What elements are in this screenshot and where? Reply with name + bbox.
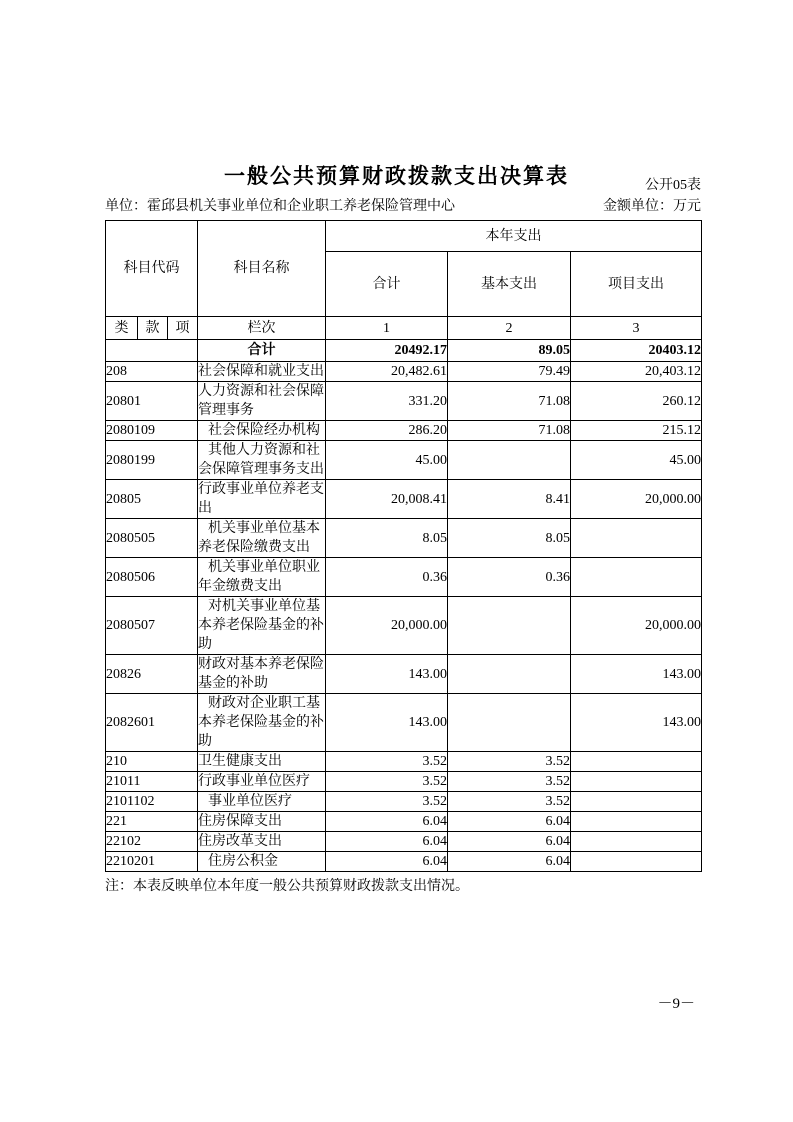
project-cell	[571, 852, 702, 872]
header-total: 合计	[326, 252, 448, 317]
basic-value: 8.41	[545, 491, 570, 507]
subject-code-value: 2101102	[106, 794, 155, 809]
name-cell	[198, 382, 326, 421]
total-value: 45.00	[415, 452, 447, 468]
total-cell	[326, 362, 448, 382]
code-cell	[106, 852, 198, 872]
table-row	[106, 441, 702, 480]
amount-unit-label: 金额单位：万元	[603, 199, 701, 214]
basic-cell	[448, 852, 571, 872]
subject-code-value: 20805	[106, 491, 141, 507]
basic-value: 8.05	[545, 530, 570, 546]
header-basic-expenditure: 基本支出	[448, 252, 571, 317]
total-value: 286.20	[408, 423, 447, 438]
subject-name-value: 财政对企业职工基本养老保险基金的补助	[198, 696, 324, 749]
project-value: 20,403.12	[645, 364, 701, 379]
total-value: 143.00	[408, 666, 447, 682]
basic-value: 71.08	[538, 393, 570, 409]
subject-name-value: 住房保障支出	[198, 814, 282, 829]
table-row	[106, 480, 702, 519]
table-row	[106, 558, 702, 597]
table-note: 注：本表反映单位本年度一般公共预算财政拨款支出情况。	[105, 879, 469, 894]
project-cell	[571, 362, 702, 382]
subject-name-value: 住房公积金	[208, 854, 278, 869]
code-cell	[106, 694, 198, 752]
table-body	[106, 362, 702, 872]
project-value: 20,000.00	[645, 618, 701, 633]
name-cell	[198, 832, 326, 852]
unit-label: 单位：霍邱县机关事业单位和企业职工养老保险管理中心	[105, 199, 455, 214]
table-row	[106, 362, 702, 382]
project-cell	[571, 772, 702, 792]
total-value: 20,482.61	[391, 364, 447, 379]
name-cell	[198, 597, 326, 655]
subject-code-value: 2082601	[106, 715, 155, 730]
subject-name-value: 机关事业单位职业年金缴费支出	[198, 560, 320, 594]
project-cell	[571, 694, 702, 752]
subject-name-value: 财政对基本养老保险基金的补助	[198, 657, 324, 691]
project-cell	[571, 421, 702, 441]
basic-cell	[448, 792, 571, 812]
header-current-year-expenditure: 本年支出	[326, 221, 702, 252]
grand-total-project: 20403.12	[571, 340, 702, 362]
name-cell	[198, 812, 326, 832]
subject-name-value: 社会保障和就业支出	[198, 364, 324, 379]
table-row	[106, 655, 702, 694]
total-value: 3.52	[422, 754, 447, 769]
code-cell	[106, 832, 198, 852]
project-cell	[571, 655, 702, 694]
table-row	[106, 694, 702, 752]
name-cell	[198, 772, 326, 792]
total-cell	[326, 655, 448, 694]
project-cell	[571, 558, 702, 597]
subject-name-value: 对机关事业单位基本养老保险基金的补助	[198, 599, 324, 652]
total-value: 3.52	[422, 774, 447, 789]
total-value: 20,000.00	[391, 618, 447, 633]
code-cell	[106, 441, 198, 480]
total-value: 6.04	[422, 854, 447, 869]
table-row	[106, 812, 702, 832]
expenditure-table	[105, 220, 702, 872]
total-cell	[326, 694, 448, 752]
project-value: 20,000.00	[645, 491, 701, 507]
subject-name-value: 其他人力资源和社会保障管理事务支出	[198, 443, 324, 477]
code-cell	[106, 519, 198, 558]
basic-cell	[448, 772, 571, 792]
code-cell	[106, 655, 198, 694]
project-cell	[571, 752, 702, 772]
name-cell	[198, 752, 326, 772]
basic-cell	[448, 597, 571, 655]
code-cell	[106, 752, 198, 772]
code-cell	[106, 362, 198, 382]
basic-value: 6.04	[545, 854, 570, 869]
grand-total-row	[106, 340, 702, 362]
open-table-code-label: 公开05表	[645, 178, 701, 193]
table-row	[106, 519, 702, 558]
basic-value: 6.04	[545, 834, 570, 849]
basic-cell	[448, 441, 571, 480]
subject-code-value: 20826	[106, 666, 141, 682]
header-project-expenditure: 项目支出	[571, 252, 702, 317]
basic-cell	[448, 362, 571, 382]
total-value: 20,008.41	[391, 491, 447, 507]
basic-cell	[448, 752, 571, 772]
total-value: 3.52	[422, 794, 447, 809]
table-row	[106, 832, 702, 852]
project-value: 45.00	[669, 452, 701, 468]
basic-value: 3.52	[545, 774, 570, 789]
table-row	[106, 421, 702, 441]
subject-code-value: 2080506	[106, 569, 155, 585]
code-cell	[106, 480, 198, 519]
subject-name-value: 事业单位医疗	[208, 794, 292, 809]
basic-cell	[448, 558, 571, 597]
name-cell	[198, 519, 326, 558]
code-cell	[106, 421, 198, 441]
header-row-3	[106, 317, 702, 340]
total-value: 143.00	[408, 715, 447, 730]
subject-code-value: 2080109	[106, 423, 155, 438]
header-col-3: 3	[571, 317, 702, 340]
name-cell	[198, 852, 326, 872]
grand-total-total: 20492.17	[326, 340, 448, 362]
name-cell	[198, 558, 326, 597]
subject-name-value: 住房改革支出	[198, 834, 282, 849]
grand-total-label: 合计	[198, 340, 326, 362]
subject-name-value: 机关事业单位基本养老保险缴费支出	[198, 521, 320, 555]
total-value: 6.04	[422, 814, 447, 829]
subject-code-value: 2080199	[106, 452, 155, 468]
code-cell	[106, 382, 198, 421]
total-value: 0.36	[422, 569, 447, 585]
name-cell	[198, 480, 326, 519]
subject-code-value: 2080505	[106, 530, 155, 546]
total-cell	[326, 792, 448, 812]
project-value: 143.00	[662, 715, 701, 730]
total-cell	[326, 752, 448, 772]
basic-value: 3.52	[545, 794, 570, 809]
total-cell	[326, 421, 448, 441]
basic-cell	[448, 421, 571, 441]
project-cell	[571, 597, 702, 655]
code-cell	[106, 772, 198, 792]
basic-cell	[448, 832, 571, 852]
document-content	[105, 176, 701, 897]
project-value: 215.12	[662, 423, 701, 438]
subject-code-value: 2210201	[106, 854, 155, 869]
name-cell	[198, 694, 326, 752]
header-section: 款	[138, 317, 168, 340]
header-row-1	[106, 221, 702, 252]
header-class: 类	[106, 317, 138, 340]
meta-row	[105, 196, 701, 220]
grand-total-basic: 89.05	[448, 340, 571, 362]
page-number: －9－	[657, 996, 695, 1012]
basic-value: 0.36	[545, 569, 570, 585]
name-cell	[198, 421, 326, 441]
total-cell	[326, 772, 448, 792]
subject-code-value: 22102	[106, 834, 141, 849]
basic-cell	[448, 655, 571, 694]
code-cell	[106, 812, 198, 832]
basic-value: 6.04	[545, 814, 570, 829]
page-title: 一般公共预算财政拨款支出决算表	[224, 164, 569, 189]
subject-name-value: 社会保险经办机构	[208, 423, 320, 438]
header-column-index: 栏次	[198, 317, 326, 340]
subject-code-value: 20801	[106, 393, 141, 409]
total-cell	[326, 597, 448, 655]
code-cell	[106, 792, 198, 812]
basic-value: 71.08	[538, 423, 570, 438]
project-value: 260.12	[662, 393, 701, 409]
name-cell	[198, 792, 326, 812]
subject-code-value: 221	[106, 814, 127, 829]
subject-name-value: 行政事业单位医疗	[198, 774, 310, 789]
basic-cell	[448, 480, 571, 519]
project-cell	[571, 832, 702, 852]
name-cell	[198, 655, 326, 694]
table-row	[106, 597, 702, 655]
table-row	[106, 792, 702, 812]
project-cell	[571, 441, 702, 480]
subject-name-value: 人力资源和社会保障管理事务	[198, 384, 324, 418]
name-cell	[198, 362, 326, 382]
subject-code-value: 208	[106, 364, 127, 379]
subject-name-value: 卫生健康支出	[198, 754, 282, 769]
total-cell	[326, 852, 448, 872]
total-cell	[326, 558, 448, 597]
project-cell	[571, 382, 702, 421]
name-cell	[198, 441, 326, 480]
total-value: 8.05	[422, 530, 447, 546]
total-cell	[326, 812, 448, 832]
header-subject-name: 科目名称	[198, 221, 326, 317]
project-cell	[571, 812, 702, 832]
total-cell	[326, 441, 448, 480]
subject-name-value: 行政事业单位养老支出	[198, 482, 324, 516]
subject-code-value: 2080507	[106, 618, 155, 633]
project-cell	[571, 480, 702, 519]
subject-code-value: 21011	[106, 774, 141, 789]
total-value: 6.04	[422, 834, 447, 849]
header-item: 项	[168, 317, 198, 340]
table-row	[106, 382, 702, 421]
basic-cell	[448, 812, 571, 832]
basic-cell	[448, 382, 571, 421]
table-row	[106, 772, 702, 792]
header-subject-code: 科目代码	[106, 221, 198, 317]
total-cell	[326, 480, 448, 519]
subject-code-value: 210	[106, 754, 127, 769]
project-value: 143.00	[662, 666, 701, 682]
basic-value: 3.52	[545, 754, 570, 769]
header-col-2: 2	[448, 317, 571, 340]
total-value: 331.20	[408, 393, 447, 409]
project-cell	[571, 519, 702, 558]
total-cell	[326, 519, 448, 558]
basic-value: 79.49	[538, 364, 570, 379]
grand-total-empty-cell	[106, 340, 198, 362]
table-row	[106, 752, 702, 772]
header-col-1: 1	[326, 317, 448, 340]
basic-cell	[448, 694, 571, 752]
basic-cell	[448, 519, 571, 558]
total-cell	[326, 382, 448, 421]
total-cell	[326, 832, 448, 852]
code-cell	[106, 558, 198, 597]
table-row	[106, 852, 702, 872]
code-cell	[106, 597, 198, 655]
project-cell	[571, 792, 702, 812]
